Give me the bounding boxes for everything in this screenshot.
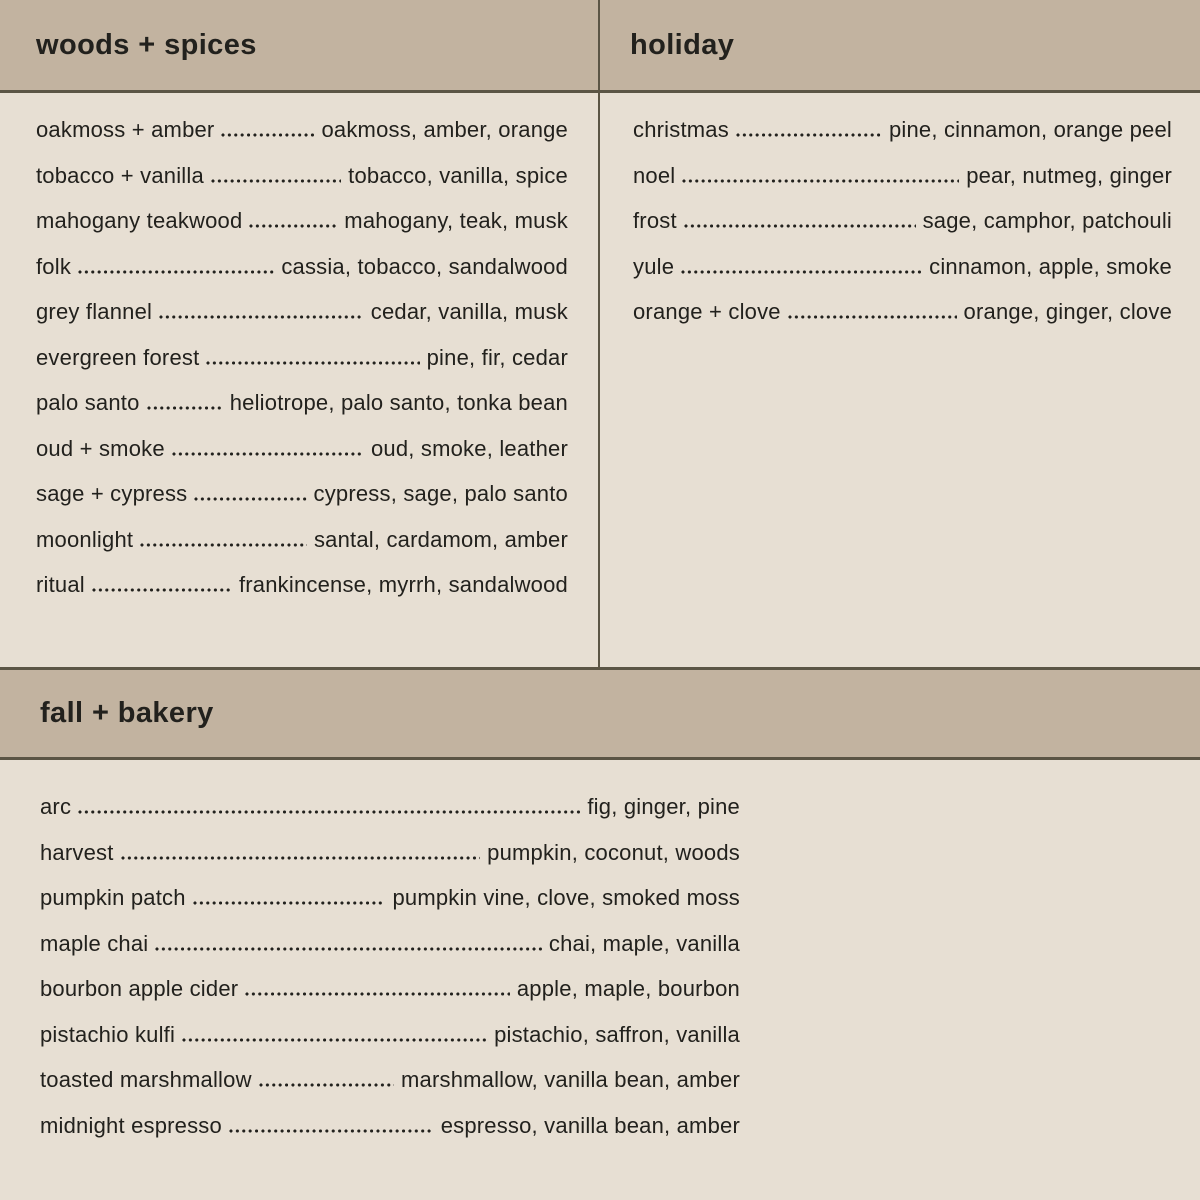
dot-leader [78, 270, 274, 274]
dot-leader [194, 497, 306, 501]
scent-row [36, 244, 568, 290]
scent-name: sage + cypress [36, 481, 188, 506]
scent-row [40, 966, 740, 1012]
scent-notes: pistachio, saffron, vanilla [494, 1021, 740, 1047]
scent-row [36, 198, 568, 244]
scent-name: mahogany teakwood [36, 208, 243, 233]
scent-notes: chai, maple, vanilla [548, 930, 740, 956]
dot-leader [245, 992, 510, 996]
scent-notes: marshmallow, vanilla bean, amber [401, 1067, 740, 1092]
dot-leader [788, 315, 957, 319]
scent-list-fall-bakery [0, 760, 740, 1148]
scent-notes: sage, camphor, patchouli [922, 208, 1172, 233]
scent-row [633, 289, 1172, 335]
scent-notes: espresso, vanilla bean, amber [440, 1112, 740, 1138]
scent-row [633, 244, 1172, 290]
scent-notes: pumpkin, coconut, woods [487, 839, 740, 865]
scent-notes: heliotrope, palo santo, tonka bean [229, 390, 568, 415]
scent-notes: cedar, vanilla, musk [370, 299, 568, 324]
scent-name: palo santo [36, 390, 140, 415]
scent-notes: pear, nutmeg, ginger [966, 162, 1172, 188]
scent-row [36, 289, 568, 335]
scent-row [36, 335, 568, 381]
scent-notes: fig, ginger, pine [587, 794, 740, 819]
scent-row [36, 107, 568, 153]
dot-leader [92, 588, 232, 592]
scent-row [633, 198, 1172, 244]
scent-name: ritual [36, 572, 85, 597]
scent-name: evergreen forest [36, 344, 200, 370]
scent-row [633, 107, 1172, 153]
scent-row [40, 784, 740, 830]
section-title-fall-bakery: fall + bakery [40, 697, 214, 729]
scent-row [36, 471, 568, 517]
dot-leader [249, 224, 337, 228]
scent-row [36, 517, 568, 563]
scent-row [40, 830, 740, 876]
scent-name: moonlight [36, 526, 134, 552]
scent-notes: mahogany, teak, musk [344, 208, 568, 233]
scent-notes: orange, ginger, clove [963, 299, 1172, 324]
dot-leader [221, 133, 314, 137]
section-holiday [600, 0, 1200, 667]
dot-leader [206, 361, 419, 365]
scent-name: pumpkin patch [40, 885, 186, 910]
scent-notes: santal, cardamom, amber [313, 526, 568, 552]
scent-row [40, 1012, 740, 1058]
scent-name: christmas [633, 117, 729, 142]
scent-notes: pine, cinnamon, orange peel [888, 117, 1172, 142]
scent-list-holiday [600, 93, 1200, 335]
scent-notes: cypress, sage, palo santo [313, 481, 568, 506]
dot-leader [736, 133, 882, 137]
section-header-fall-bakery [0, 667, 1200, 760]
scent-name: toasted marshmallow [40, 1067, 252, 1092]
scent-row [40, 1057, 740, 1103]
scent-row [36, 426, 568, 472]
scent-notes: cinnamon, apple, smoke [929, 253, 1172, 279]
scent-notes: frankincense, myrrh, sandalwood [238, 572, 568, 597]
scent-name: noel [633, 162, 676, 188]
dot-leader [193, 901, 386, 905]
scent-row [40, 875, 740, 921]
scent-name: harvest [40, 839, 114, 865]
dot-leader [259, 1083, 394, 1087]
dot-leader [684, 224, 916, 228]
scent-name: maple chai [40, 930, 149, 956]
scent-notes: pumpkin vine, clove, smoked moss [392, 885, 740, 910]
dot-leader [78, 810, 580, 814]
scent-name: frost [633, 208, 677, 233]
scent-name: grey flannel [36, 299, 153, 324]
scent-name: orange + clove [633, 299, 781, 324]
scent-notes: oakmoss, amber, orange [321, 117, 568, 142]
scent-name: tobacco + vanilla [36, 162, 204, 188]
dot-leader [172, 452, 364, 456]
dot-leader [682, 179, 959, 183]
dot-leader [229, 1129, 434, 1133]
scent-name: bourbon apple cider [40, 976, 239, 1001]
scent-name: pistachio kulfi [40, 1021, 176, 1047]
scent-name: oud + smoke [36, 435, 165, 461]
dot-leader [140, 543, 307, 547]
scent-row [36, 380, 568, 426]
scent-row [40, 921, 740, 967]
section-header-holiday [600, 0, 1200, 93]
section-woods-spices [0, 0, 598, 667]
scent-name: arc [40, 794, 72, 819]
scent-row [40, 1103, 740, 1149]
dot-leader [121, 856, 481, 860]
section-header-woods-spices [0, 0, 598, 93]
scent-notes: cassia, tobacco, sandalwood [281, 253, 568, 279]
dot-leader [182, 1038, 487, 1042]
section-title-woods-spices: woods + spices [36, 28, 257, 61]
dot-leader [211, 179, 341, 183]
scent-name: yule [633, 253, 675, 279]
scent-name: folk [36, 253, 72, 279]
dot-leader [155, 947, 542, 951]
dot-leader [681, 270, 922, 274]
section-title-holiday: holiday [630, 28, 735, 61]
scent-notes: oud, smoke, leather [370, 435, 568, 461]
dot-leader [159, 315, 364, 319]
scent-name: oakmoss + amber [36, 117, 215, 142]
scent-name: midnight espresso [40, 1112, 222, 1138]
dot-leader [147, 406, 223, 410]
scent-notes: pine, fir, cedar [426, 344, 568, 370]
scent-list-woods-spices [0, 93, 598, 608]
scent-row [633, 153, 1172, 199]
scent-row [36, 562, 568, 608]
section-fall-bakery [0, 667, 1200, 1148]
scent-row [36, 153, 568, 199]
scent-notes: tobacco, vanilla, spice [348, 162, 568, 188]
scent-notes: apple, maple, bourbon [516, 976, 740, 1001]
